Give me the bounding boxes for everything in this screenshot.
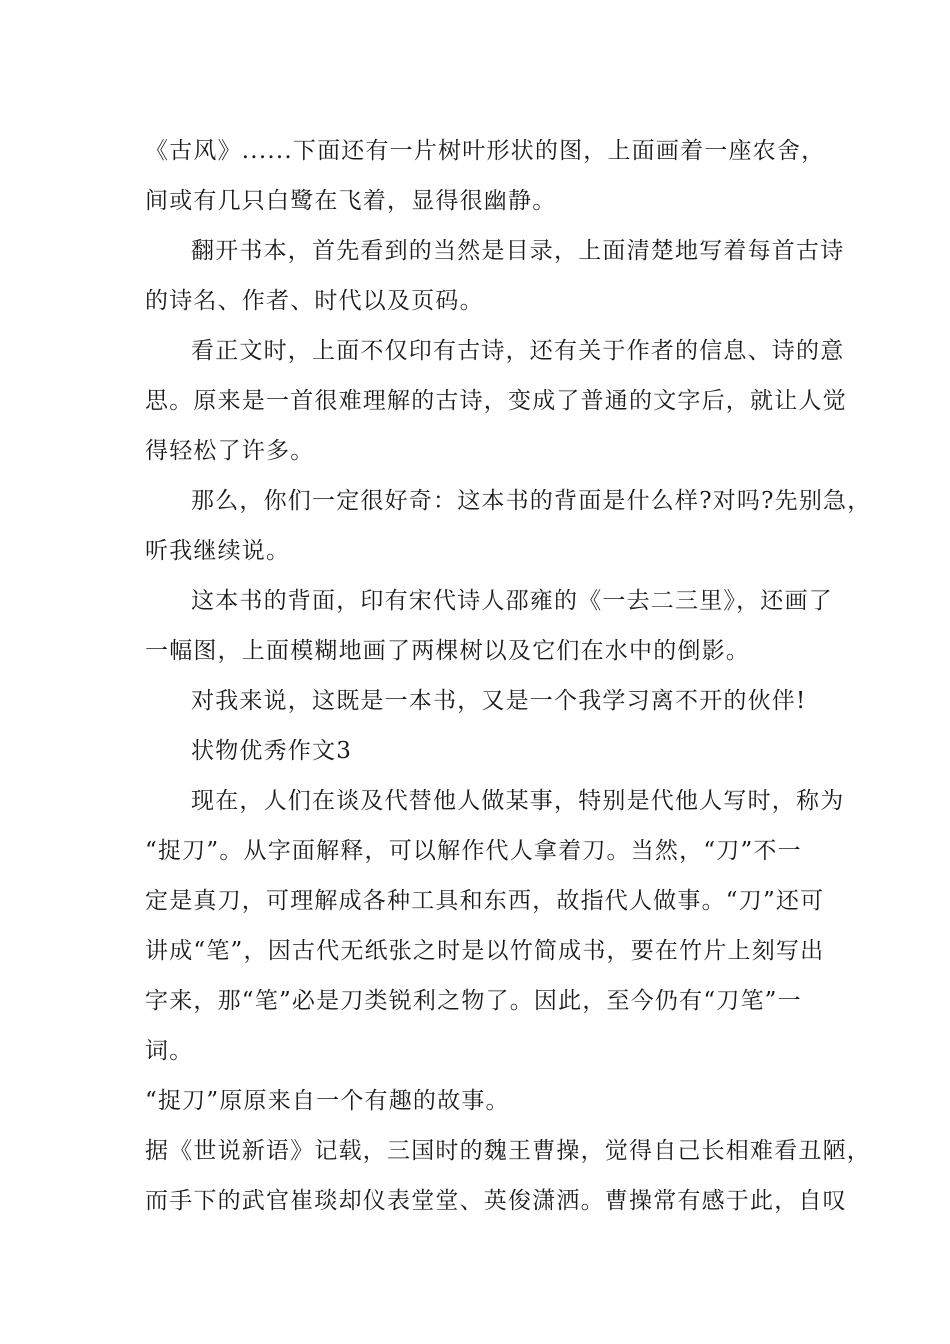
text-line: 词。: [145, 1038, 194, 1064]
text-line: 讲成“笔”，因古代无纸张之时是以竹简成书，要在竹片上刻写出: [145, 938, 825, 964]
text-line: 的诗名、作者、时代以及页码。: [145, 288, 484, 314]
section-heading: 状物优秀作文3: [191, 738, 353, 764]
text-line: 现在，人们在谈及代替他人做某事，特别是代他人写时，称为: [191, 788, 845, 814]
text-line: 《古风》......下面还有一片树叶形状的图，上面画着一座农舍，: [145, 138, 826, 164]
text-line: “捉刀”。从字面解释，可以解作代人拿着刀。当然，“刀”不一: [145, 838, 802, 864]
text-line: 一幅图，上面模糊地画了两棵树以及它们在水中的倒影。: [145, 638, 750, 664]
text-line: 看正文时，上面不仅印有古诗，还有关于作者的信息、诗的意: [191, 338, 845, 364]
text-line: 对我来说，这既是一本书，又是一个我学习离不开的伙伴!: [191, 688, 807, 714]
text-line: 据《世说新语》记载，三国时的魏王曹操，觉得自己长相难看丑陋，: [145, 1138, 871, 1164]
text-line: 而手下的武官崔琰却仪表堂堂、英俊潇洒。曹操常有感于此，自叹: [145, 1188, 847, 1214]
text-line: “捉刀”原原来自一个有趣的故事。: [145, 1088, 510, 1114]
text-line: 思。原来是一首很难理解的古诗，变成了普通的文字后，就让人觉: [145, 388, 847, 414]
text-line: 定是真刀，可理解成各种工具和东西，故指代人做事。“刀”还可: [145, 888, 825, 914]
text-line: 得轻松了许多。: [145, 438, 315, 464]
text-line: 间或有几只白鹭在飞着，显得很幽静。: [145, 188, 557, 214]
text-line: 那么，你们一定很好奇：这本书的背面是什么样?对吗?先别急，: [191, 488, 872, 514]
text-line: 听我继续说。: [145, 538, 291, 564]
text-line: 这本书的背面，印有宋代诗人邵雍的《一去二三里》，还画了: [191, 588, 833, 614]
text-line: 字来，那“笔”必是刀类锐利之物了。因此，至今仍有“刀笔”一: [145, 988, 802, 1014]
text-line: 翻开书本，首先看到的当然是目录，上面清楚地写着每首古诗: [191, 238, 845, 264]
